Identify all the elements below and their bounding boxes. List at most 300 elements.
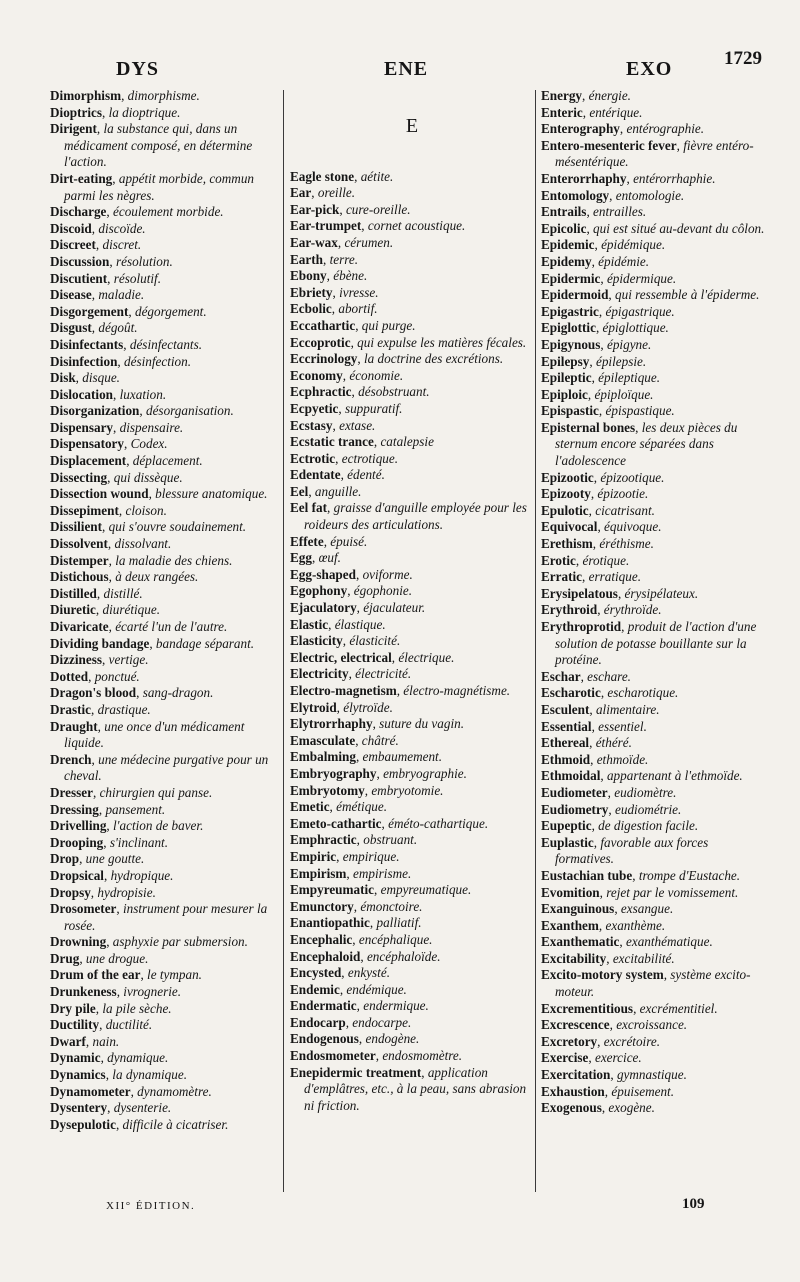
entry-definition: entérorrhaphie. xyxy=(633,170,716,186)
dictionary-entry: Dirigent, la substance qui, dans un médicament composé, en détermine l'action. xyxy=(50,121,253,170)
entry-term: Epidemy xyxy=(541,253,592,269)
entry-term: Dizziness xyxy=(50,652,103,668)
entry-term: Dirt-eating xyxy=(50,170,113,186)
entry-term: Ear-trumpet xyxy=(290,218,362,234)
edition-note: XII° ÉDITION. xyxy=(106,1200,196,1212)
entry-term: Distilled xyxy=(50,585,97,601)
entry-definition: éréthisme. xyxy=(599,536,654,552)
entry-definition: électrique. xyxy=(398,649,455,665)
entry-definition: égophonie. xyxy=(353,583,413,599)
entry-definition: eudiomètre. xyxy=(614,784,677,800)
entry-definition: pansement. xyxy=(105,801,166,817)
dictionary-entry: Dresser, chirurgien qui panse. xyxy=(50,784,213,800)
entry-definition: entérographie. xyxy=(626,121,705,137)
entry-definition: qui est situé au-devant du côlon. xyxy=(593,220,765,236)
entry-term: Endemic xyxy=(290,981,340,997)
entry-term: Epigynous xyxy=(541,336,601,352)
entry-definition: à deux rangées. xyxy=(115,569,199,585)
dictionary-entry: Ejaculatory, éjaculateur. xyxy=(290,600,426,616)
entry-term: Exogenous xyxy=(541,1100,602,1116)
entry-term: Empyreumatic xyxy=(290,882,374,898)
dictionary-entry: Dropsical, hydropique. xyxy=(50,867,174,883)
entry-term: Dirigent xyxy=(50,121,97,137)
entry-definition: fièvre entéro-mésentérique. xyxy=(555,137,754,170)
entry-term: Ecstatic trance xyxy=(290,434,374,450)
entry-definition: cicatrisant. xyxy=(595,502,655,518)
entry-term: Dispensary xyxy=(50,419,114,435)
entry-definition: distillé. xyxy=(103,585,143,601)
entry-term: Eschar xyxy=(541,668,581,684)
entry-term: Discutient xyxy=(50,270,108,286)
entry-definition: cloison. xyxy=(125,502,167,518)
dictionary-entry: Economy, économie. xyxy=(290,367,404,383)
dictionary-entry: Ebony, ébène. xyxy=(290,268,368,284)
dictionary-entry: Dressing, pansement. xyxy=(50,801,166,817)
dictionary-entry: Embryotomy, embryotomie. xyxy=(290,782,444,798)
dictionary-entry: Epidermic, épidermique. xyxy=(541,270,677,286)
entry-term: Enantiopathic xyxy=(290,915,370,931)
column-3 xyxy=(541,88,769,1117)
entry-definition: oreille. xyxy=(317,185,356,201)
dictionary-entry: Eagle stone, aétite. xyxy=(290,168,394,184)
dictionary-entry: Emphractic, obstruant. xyxy=(290,832,418,848)
dictionary-entry: Eccoprotic, qui expulse les matières fécales. xyxy=(290,334,527,350)
dictionary-entry: Embalming, embaumement. xyxy=(290,749,443,765)
entry-term: Dispensatory xyxy=(50,436,124,452)
entry-term: Distemper xyxy=(50,552,109,568)
entry-definition: cérumen. xyxy=(344,234,394,250)
dictionary-entry: Discoid, discoïde. xyxy=(50,220,146,236)
entry-definition: qui purge. xyxy=(361,317,416,333)
entry-term: Ear-pick xyxy=(290,201,340,217)
dictionary-entry: Earth, terre. xyxy=(290,251,359,267)
dictionary-entry: Eel fat, graisse d'anguille employée pour les roideurs des articulations. xyxy=(290,500,527,533)
dictionary-entry: Epizootic, épizootique. xyxy=(541,469,665,485)
dictionary-entry: Dynamic, dynamique. xyxy=(50,1050,169,1066)
entry-definition: dégoût. xyxy=(98,320,138,336)
dictionary-entry: Ectrotic, ectrotique. xyxy=(290,450,399,466)
entry-term: Dropsical xyxy=(50,867,104,883)
entry-definition: ivrognerie. xyxy=(123,984,182,1000)
dictionary-entry: Erythroid, érythroïde. xyxy=(541,602,662,618)
dictionary-entry: Drug, une drogue. xyxy=(50,950,149,966)
entry-term: Encephalic xyxy=(290,931,353,947)
entry-definition: ébène. xyxy=(333,268,368,284)
dictionary-entry: Electro-magnetism, électro-magnétisme. xyxy=(290,683,511,698)
entry-term: Emphractic xyxy=(290,832,357,848)
entry-term: Endocarp xyxy=(290,1014,346,1030)
entry-term: Ecpyetic xyxy=(290,400,339,416)
page-number: 1729 xyxy=(724,48,762,69)
entry-definition: résolutif. xyxy=(113,270,162,286)
dictionary-entry: Ear-wax, cérumen. xyxy=(290,234,394,250)
entry-definition: empirisme. xyxy=(353,865,412,881)
entry-term: Dysepulotic xyxy=(50,1116,116,1132)
entry-term: Dissection wound xyxy=(50,486,149,502)
entry-term: Erethism xyxy=(541,536,593,552)
dictionary-entry: Enepidermic treatment, application d'emplâtres, etc., à la peau, sans abrasion ni friction. xyxy=(290,1064,527,1113)
entry-definition: épidémique. xyxy=(601,237,666,253)
dictionary-entry: Emunctory, émonctoire. xyxy=(290,898,423,914)
entry-term: Drum of the ear xyxy=(50,967,141,983)
entry-term: Dissolvent xyxy=(50,536,108,552)
entry-definition: entérique. xyxy=(589,104,643,120)
entry-term: Dry pile xyxy=(50,1000,96,1016)
entry-term: Eel xyxy=(290,483,309,499)
entry-term: Egophony xyxy=(290,583,348,599)
dictionary-entry: Erotic, érotique. xyxy=(541,552,630,568)
dictionary-entry: Epidermoid, qui ressemble à l'épiderme. xyxy=(541,287,760,303)
entry-definition: Codex. xyxy=(130,436,168,452)
entry-term: Eagle stone xyxy=(290,168,355,184)
entry-definition: maladie. xyxy=(98,287,145,303)
entry-term: Empirism xyxy=(290,865,347,881)
entry-term: Ductility xyxy=(50,1017,100,1033)
entry-definition: dissolvant. xyxy=(114,536,172,552)
entry-definition: la doctrine des excrétions. xyxy=(364,351,504,367)
dictionary-entry: Erratic, erratique. xyxy=(541,569,641,585)
entry-definition: qui expulse les matières fécales. xyxy=(357,334,527,350)
entry-definition: suture du vagin. xyxy=(379,716,465,732)
dictionary-entry: Dissection wound, blessure anatomique. xyxy=(50,486,268,502)
entry-definition: les deux pièces du sternum encore séparées dans l'adolescence xyxy=(555,419,738,469)
entry-term: Ecbolic xyxy=(290,301,332,317)
entry-term: Disorganization xyxy=(50,403,140,419)
entry-definition: qui dissèque. xyxy=(113,469,183,485)
entry-term: Eccrinology xyxy=(290,351,358,367)
entry-definition: de digestion facile. xyxy=(598,818,699,834)
entry-definition: endocarpe. xyxy=(352,1014,412,1030)
entry-definition: excrémentitiel. xyxy=(639,1000,718,1016)
entry-term: Economy xyxy=(290,367,343,383)
entry-definition: ductilité. xyxy=(105,1017,153,1033)
entry-definition: exanthème. xyxy=(605,917,666,933)
entry-definition: élasticité. xyxy=(349,633,401,649)
entry-term: Ebony xyxy=(290,268,327,284)
entry-term: Embryography xyxy=(290,765,377,781)
dictionary-entry: Epicolic, qui est situé au-devant du côlon. xyxy=(541,220,765,236)
dictionary-entry: Dislocation, luxation. xyxy=(50,386,167,402)
entry-term: Ethmoidal xyxy=(541,768,601,784)
dictionary-entry: Disk, disque. xyxy=(50,370,120,386)
entry-term: Excretory xyxy=(541,1033,598,1049)
entry-term: Enepidermic treatment xyxy=(290,1064,422,1080)
entry-term: Elytrorrhaphy xyxy=(290,716,373,732)
entry-term: Epispastic xyxy=(541,403,599,419)
entry-term: Ear xyxy=(290,185,312,201)
entry-term: Dimorphism xyxy=(50,88,122,103)
dictionary-entry: Emetic, émétique. xyxy=(290,799,388,815)
entry-term: Eudiometer xyxy=(541,784,608,800)
dictionary-entry: Excrementitious, excrémentitiel. xyxy=(541,1000,718,1016)
entry-definition: éjaculateur. xyxy=(363,600,426,616)
dictionary-entry: Endosmometer, endosmomètre. xyxy=(290,1048,463,1064)
entry-definition: exanthématique. xyxy=(625,934,713,950)
entry-term: Electric, electrical xyxy=(290,649,392,665)
entry-definition: épidémie. xyxy=(598,253,650,269)
dictionary-entry: Epidemic, épidémique. xyxy=(541,237,666,253)
entry-term: Epizootic xyxy=(541,469,594,485)
dictionary-entry: Enantiopathic, palliatif. xyxy=(290,915,422,931)
dictionary-entry: Euplastic, favorable aux forces formatives. xyxy=(541,834,709,867)
dictionary-entry: Ecpyetic, suppuratif. xyxy=(290,400,403,416)
entry-term: Eccoprotic xyxy=(290,334,351,350)
entry-definition: endosmomètre. xyxy=(382,1048,463,1064)
dictionary-entry: Egg, œuf. xyxy=(290,550,341,566)
entry-term: Dividing bandage xyxy=(50,635,150,651)
entry-term: Ecstasy xyxy=(290,417,333,433)
entry-term: Exanthematic xyxy=(541,934,620,950)
entry-term: Evomition xyxy=(541,884,600,900)
entry-definition: suppuratif. xyxy=(344,400,403,416)
entry-definition: ethmoïde. xyxy=(596,751,649,767)
entry-definition: épidermique. xyxy=(606,270,677,286)
entry-term: Eccathartic xyxy=(290,317,356,333)
dictionary-entry: Displacement, déplacement. xyxy=(50,453,203,469)
entry-term: Dresser xyxy=(50,784,93,800)
dictionary-entry: Encephaloid, encéphaloïde. xyxy=(290,948,441,964)
dictionary-entry: Ethmoidal, appartenant à l'ethmoïde. xyxy=(541,768,743,784)
entry-term: Entrails xyxy=(541,204,587,220)
dictionary-entry: Endemic, endémique. xyxy=(290,981,407,997)
dictionary-entry: Dropsy, hydropisie. xyxy=(50,884,156,900)
entry-definition: système excito-moteur. xyxy=(555,967,751,1000)
entry-term: Disgust xyxy=(50,320,92,336)
dictionary-entry: Drowning, asphyxie par submersion. xyxy=(50,934,248,950)
entry-definition: ponctué. xyxy=(94,668,140,684)
dictionary-entry: Distilled, distillé. xyxy=(50,585,143,601)
entry-term: Endosmometer xyxy=(290,1048,376,1064)
entry-definition: embryotomie. xyxy=(371,782,444,798)
entry-definition: extase. xyxy=(339,417,376,433)
entry-term: Dwarf xyxy=(50,1033,86,1049)
entry-term: Elasticity xyxy=(290,633,343,649)
entry-term: Epidermoid xyxy=(541,287,609,303)
running-head-center: ENE xyxy=(384,58,429,80)
entry-definition: dysenterie. xyxy=(113,1100,172,1116)
entry-definition: épileptique. xyxy=(598,370,661,386)
dictionary-entry: Erythroprotid, produit de l'action d'une solution de potasse bouillante sur la protéine. xyxy=(541,619,757,668)
entry-definition: dispensaire. xyxy=(119,419,184,435)
entry-term: Erratic xyxy=(541,569,583,585)
dictionary-entry: Ethereal, éthéré. xyxy=(541,735,632,751)
dictionary-entry: Epigynous, épigyne. xyxy=(541,336,652,352)
entry-definition: une goutte. xyxy=(85,851,145,867)
entry-term: Esculent xyxy=(541,701,590,717)
dictionary-entry: Endogenous, endogène. xyxy=(290,1031,420,1047)
entry-definition: énergie. xyxy=(588,88,631,103)
dictionary-entry: Dimorphism, dimorphisme. xyxy=(50,88,200,103)
entry-definition: graisse d'anguille employée pour les roideurs des articulations. xyxy=(304,500,527,533)
dictionary-entry: Epidemy, épidémie. xyxy=(541,253,650,269)
dictionary-entry: Dizziness, vertige. xyxy=(50,652,149,668)
entry-definition: écoulement morbide. xyxy=(113,204,224,220)
dictionary-entry: Escharotic, escharotique. xyxy=(541,685,679,701)
running-head-left: DYS xyxy=(116,58,160,80)
entry-term: Epiglottic xyxy=(541,320,596,336)
column-2 xyxy=(290,88,534,1114)
entry-definition: s'inclinant. xyxy=(109,834,168,850)
entry-term: Discharge xyxy=(50,204,107,220)
dictionary-entry: Excitability, excitabilité. xyxy=(541,950,675,966)
entry-definition: encéphalique. xyxy=(358,931,433,947)
dictionary-entry: Drivelling, l'action de baver. xyxy=(50,818,204,834)
dictionary-entry: Diuretic, diurétique. xyxy=(50,602,161,618)
dictionary-entry: Dissilient, qui s'ouvre soudainement. xyxy=(50,519,247,535)
entry-term: Draught xyxy=(50,718,98,734)
entry-term: Disk xyxy=(50,370,76,386)
entry-term: Drosometer xyxy=(50,901,117,917)
entry-term: Drunkeness xyxy=(50,984,117,1000)
dictionary-entry: Disinfectants, désinfectants. xyxy=(50,336,203,352)
dictionary-entry: Dotted, ponctué. xyxy=(50,668,140,684)
entry-term: Egg-shaped xyxy=(290,566,356,582)
entry-definition: anguille. xyxy=(314,483,362,499)
entry-term: Episternal bones xyxy=(541,419,636,435)
entry-definition: qui s'ouvre soudainement. xyxy=(108,519,247,535)
entry-definition: escharotique. xyxy=(607,685,679,701)
entry-definition: chirurgien qui panse. xyxy=(99,784,213,800)
entry-term: Escharotic xyxy=(541,685,601,701)
entry-definition: hydropisie. xyxy=(97,884,156,900)
entry-definition: épigastrique. xyxy=(605,303,675,319)
entry-definition: érysipélateux. xyxy=(624,585,699,601)
entry-term: Emeto-cathartic xyxy=(290,815,382,831)
dictionary-entry: Enterorrhaphy, entérorrhaphie. xyxy=(541,170,716,186)
entry-term: Exercitation xyxy=(541,1067,611,1083)
entry-definition: épigyne. xyxy=(606,336,652,352)
entry-term: Endogenous xyxy=(290,1031,359,1047)
entry-definition: cornet acoustique. xyxy=(367,218,466,234)
dictionary-entry: Drosometer, instrument pour mesurer la rosée. xyxy=(50,901,268,933)
entry-definition: la dioptrique. xyxy=(108,104,181,120)
entry-term: Entero-mesenteric fever xyxy=(541,137,677,153)
entry-definition: désorganisation. xyxy=(145,403,234,419)
entry-definition: alimentaire. xyxy=(595,701,660,717)
entry-definition: eudiométrie. xyxy=(615,801,682,817)
section-letter: E xyxy=(405,115,419,137)
dictionary-entry: Dysentery, dysenterie. xyxy=(50,1100,172,1116)
entry-definition: érotique. xyxy=(582,552,630,568)
dictionary-entry: Discussion, résolution. xyxy=(50,253,173,269)
entry-term: Exhaustion xyxy=(541,1083,605,1099)
entry-definition: asphyxie par submersion. xyxy=(112,934,248,950)
entry-definition: endermique. xyxy=(363,998,429,1014)
entry-term: Emasculate xyxy=(290,732,356,748)
entry-definition: application d'emplâtres, etc., à la peau, sans abrasion ni friction. xyxy=(304,1064,527,1113)
dictionary-entry: Endermatic, endermique. xyxy=(290,998,429,1014)
entry-definition: luxation. xyxy=(119,386,167,402)
entry-definition: excroissance. xyxy=(616,1017,688,1033)
dictionary-entry: Ethmoid, ethmoïde. xyxy=(541,751,649,767)
entry-term: Dragon's blood xyxy=(50,685,137,701)
entry-term: Excito-motory system xyxy=(541,967,664,983)
signature-mark: 109 xyxy=(682,1196,705,1212)
dictionary-entry: Excretory, excrétoire. xyxy=(541,1033,661,1049)
entry-definition: exogène. xyxy=(608,1100,655,1116)
dictionary-entry: Dioptrics, la dioptrique. xyxy=(50,104,181,120)
dictionary-entry: Drooping, s'inclinant. xyxy=(50,834,168,850)
entry-term: Encephaloid xyxy=(290,948,361,964)
dictionary-entry: Ear-pick, cure-oreille. xyxy=(290,201,411,217)
entry-term: Enteric xyxy=(541,104,583,120)
entry-definition: dynamique. xyxy=(107,1050,169,1066)
entry-definition: dégorgement. xyxy=(134,303,207,319)
dictionary-entry: Discutient, résolutif. xyxy=(50,270,162,286)
entry-term: Enterography xyxy=(541,121,620,137)
entry-definition: épuisé. xyxy=(330,533,368,549)
entry-term: Drop xyxy=(50,851,80,867)
entry-term: Drug xyxy=(50,950,80,966)
entry-definition: blessure anatomique. xyxy=(155,486,268,502)
entry-term: Ear-wax xyxy=(290,234,338,250)
entry-definition: dimorphisme. xyxy=(127,88,200,103)
dictionary-entry: Exercitation, gymnastique. xyxy=(541,1067,687,1083)
entry-definition: vertige. xyxy=(108,652,149,668)
entry-term: Epileptic xyxy=(541,370,592,386)
dictionary-entry: Epigastric, épigastrique. xyxy=(541,303,675,319)
entry-definition: désinfection. xyxy=(124,353,192,369)
dictionary-entry: Energy, énergie. xyxy=(541,88,631,103)
entry-definition: produit de l'action d'une solution de potasse bouillante sur la protéine. xyxy=(555,619,757,668)
entry-term: Exercise xyxy=(541,1050,589,1066)
dictionary-entry: Disorganization, désorganisation. xyxy=(50,403,234,419)
entry-definition: désobstruant. xyxy=(358,384,430,400)
dictionary-entry: Dysepulotic, difficile à cicatriser. xyxy=(50,1116,229,1132)
entry-definition: émonctoire. xyxy=(360,898,423,914)
entry-term: Excitability xyxy=(541,950,607,966)
dictionary-entry: Exercise, exercice. xyxy=(541,1050,642,1066)
entry-term: Eudiometry xyxy=(541,801,609,817)
entry-definition: sang-dragon. xyxy=(142,685,214,701)
dictionary-entry: Endocarp, endocarpe. xyxy=(290,1014,412,1030)
entry-term: Epizooty xyxy=(541,486,591,502)
entry-term: Empiric xyxy=(290,848,337,864)
dictionary-entry: Electricity, électricité. xyxy=(290,666,412,682)
entry-term: Entomology xyxy=(541,187,610,203)
entry-term: Ectrotic xyxy=(290,450,336,466)
dictionary-entry: Drop, une goutte. xyxy=(50,851,145,867)
entry-definition: épizootique. xyxy=(600,469,665,485)
column-divider xyxy=(283,90,284,1192)
dictionary-entry: Essential, essentiel. xyxy=(541,718,647,734)
entry-definition: épispastique. xyxy=(605,403,675,419)
entry-term: Endermatic xyxy=(290,998,357,1014)
dictionary-entry: Drench, une médecine purgative pour un cheval. xyxy=(50,751,269,784)
dictionary-entry: Distichous, à deux rangées. xyxy=(50,569,199,585)
dictionary-entry: Exhaustion, épuisement. xyxy=(541,1083,674,1099)
entry-term: Epigastric xyxy=(541,303,599,319)
dictionary-entry: Disease, maladie. xyxy=(50,287,145,303)
entry-definition: excitabilité. xyxy=(612,950,675,966)
entry-term: Epidermic xyxy=(541,270,601,286)
dictionary-entry: Episternal bones, les deux pièces du sternum encore séparées dans l'adolescence xyxy=(541,419,738,469)
dictionary-entry: Empiric, empirique. xyxy=(290,848,400,864)
entry-term: Dynamics xyxy=(50,1067,106,1083)
dictionary-entry: Dynamics, la dynamique. xyxy=(50,1067,187,1083)
entry-term: Dotted xyxy=(50,668,89,684)
entry-definition: éméto-cathartique. xyxy=(388,815,489,831)
entry-definition: catalepsie xyxy=(380,434,434,450)
dictionary-entry: Exanthem, exanthème. xyxy=(541,917,666,933)
dictionary-entry: Eupeptic, de digestion facile. xyxy=(541,818,699,834)
dictionary-entry: Encysted, enkysté. xyxy=(290,965,390,981)
entry-term: Dynamic xyxy=(50,1050,101,1066)
dictionary-entry: Eccrinology, la doctrine des excrétions. xyxy=(290,351,504,367)
dictionary-entry: Excito-motory system, système excito-moteur. xyxy=(541,967,751,1000)
entry-term: Diuretic xyxy=(50,602,96,618)
entry-definition: l'action de baver. xyxy=(113,818,204,834)
